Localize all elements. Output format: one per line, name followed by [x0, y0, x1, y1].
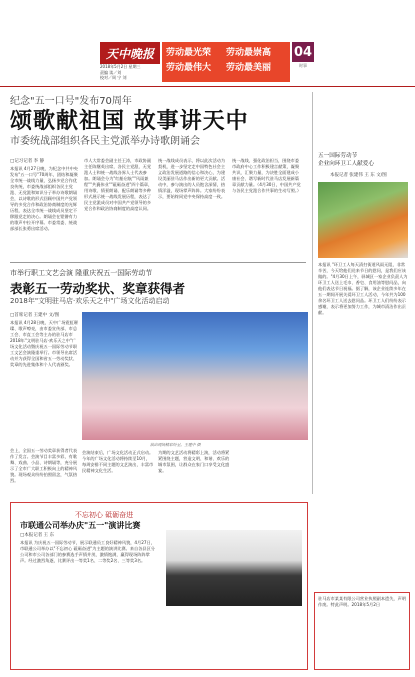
- sanitation-worker-photo: [318, 182, 408, 258]
- story2-col1: 本报讯 4月28日晚，天中广场霓虹璀璨、歌声嘹亮，由市委宣传部、市总工会、市直工会等主办的驻马店市2018年"文明驻马店·欢乐天之中"广场文化活动暨庆祝五一国际劳动节职工文艺会演隆重举行。市领导出席活动并为获得全国和省五一劳动奖状、奖章的先进集体和个人代表颁奖。: [10, 320, 78, 367]
- page-label: 时事: [299, 63, 307, 68]
- slogan-3: 劳动最伟大: [166, 63, 212, 73]
- story3-byline: 本报记者 张建伟 王 东 文/图: [330, 173, 387, 178]
- date-line: 2018年5月2日 星期三: [100, 64, 141, 69]
- story1-byline: □记习记者 李 静: [10, 159, 45, 164]
- page-number: 04: [292, 42, 314, 62]
- story3-title: 五一国际劳动节 企业向环卫工人献爱心: [318, 153, 374, 167]
- newspaper-logo: 天中晚报: [100, 42, 160, 64]
- story2-kicker: 市举行职工文艺会演 隆重庆祝五一国际劳动节: [10, 269, 153, 277]
- story1-kicker: 纪念"五一口号"发布70周年: [10, 96, 132, 107]
- story1-col4: 统一战线、强化政治担当，围绕市委市政府中心工作积极建言献策，凝聚共识，汇聚力量，为决胜全面建成小康社会、谱写新时代驻马店发展新篇章贡献力量。（4月30日，中国共产党与各民主党派合作共事的生动写照。）: [232, 158, 302, 193]
- column-divider: [312, 92, 313, 494]
- story-divider: [10, 262, 306, 263]
- masthead-info: [100, 64, 160, 81]
- story3-body: 本报讯 "环卫工人每天清扫街道风雨无阻，非常辛苦，今天给他们送来节日的慰问，是我们应该做的。"4月30日上午，驿城区一家企业负责人为环卫工人送上毛巾、香皂、食用油等慰问品，向他们表达节日祝福。据了解，该企业连续多年在五一期间开展关爱环卫工人活动，今年共为100余名环卫工人送去慰问品。环卫工人们纷纷表示感谢，表示将更加努力工作，为城市清洁作出贡献。: [318, 262, 408, 315]
- story1-col2: 市人大常委会副主任王涛，市政协副主任陈继英出席，各民主党派、无党派人士和统一战线各界人士代表参加。朗诵会分为"红船启航""风雨兼程""共襄伟业""砥砺奋进"四个篇章，用诗歌、情景朗诵、配乐朗诵等多种形式展示统一战线发展历程，表达了民主党派成员对中国共产党领导的多党合作和政治协商制度的高度认同。: [84, 158, 153, 211]
- editor-line: 责编 读／刘: [100, 69, 122, 75]
- story1-col1: 本报讯 4月27日晚，为纪念中共中央发布"五一口号"70周年，团结和凝聚全市统一战线力量，弘扬多党合作优良传统，市委统战部组织各民主党派、无党派和知识分子举办诗歌朗诵会，以诗歌的形式回顾中国共产党领导的多党合作和政治协商制度的光辉历程，表达全市统一战线成员坚定不移跟党走的决心。朗诵会在铿锵有力的歌声中拉开序幕。市委常委、统战部部长张勇出席活动。: [10, 166, 78, 231]
- slogan-2: 劳动最崇高: [226, 48, 272, 58]
- story1-headline: 颂歌献祖国 故事讲天中: [10, 108, 249, 134]
- slogan-4: 劳动最美丽: [226, 63, 272, 73]
- photo-caption: 演出现场精彩纷呈。王建中 摄: [150, 442, 201, 447]
- story2-headline: 表彰五一劳动奖状、奖章获得者: [10, 281, 186, 296]
- story2-col4: 为期的文艺活动将精彩上演，活动将紧紧围绕主题，营造文明、和谐、欢乐的城市氛围，让群众在家门口享受文化盛宴。: [158, 450, 230, 473]
- story4-byline: □本报记者 王 东: [20, 533, 55, 538]
- story1-col3: 统一战线成员表示，将以此次活动为契机，进一步坚定走中国特色社会主义政治发展道路的信心和决心，为建设美丽驻马店作出新的更大贡献。活动中，参与演出的人员饱含深情，热情洋溢，现场掌声阵阵。大家纷纷表示，要始终同党中央保持高度一致。: [158, 158, 226, 199]
- stage-performance-photo: [82, 312, 308, 440]
- story2-col2: 会上，全国五一劳动奖章获得者代表作了发言。会演节目丰富多彩，有歌舞、戏曲、小品、诗朗诵等，充分展示了全市广大职工积极向上的精神风貌。现场观众纷纷拍照留念，气氛热烈。: [10, 448, 78, 483]
- award-ceremony-photo: [166, 530, 302, 606]
- slogan-1: 劳动最光荣: [166, 48, 212, 58]
- masthead-divider: [0, 86, 415, 87]
- story4-headline: 市联通公司举办庆"五一"演讲比赛: [20, 521, 141, 530]
- story4-title: 不忘初心 砥砺奋进: [74, 511, 134, 519]
- story2-subhead: 2018年"文明驻马店·欢乐天之中"广场文化活动启动: [10, 297, 170, 305]
- slogan-banner: [162, 42, 290, 82]
- notice-text: 驻马店市某某有限公司营业执照副本遗失，声明作废。特此声明。2018年5月2日: [318, 596, 406, 607]
- story1-subhead: 市委统战部组织各民主党派举办诗歌朗诵会: [10, 136, 200, 147]
- story2-col3: 会演结束后，广场文化活动正式启动。今年的广场文化活动将持续至10月，每周安排不同主题的文艺演出，丰富市民精神文化生活。: [82, 450, 154, 473]
- story2-byline: □首席记者 王建中 文/图: [10, 313, 60, 318]
- tel-line: 校对／周 宁 刘: [100, 75, 127, 80]
- story4-body: 本报讯 为庆祝五一国际劳动节，展示联通员工良好精神风貌，4月27日，市联通公司举办以"不忘初心 砥砺奋进"为主题的演讲比赛。来自各县区分公司和市公司各部门的参赛选手声情并茂、激情饱满，赢得现场阵阵掌声。经过激烈角逐，比赛评出一等奖1名、二等奖2名、三等奖3名。: [20, 540, 155, 563]
